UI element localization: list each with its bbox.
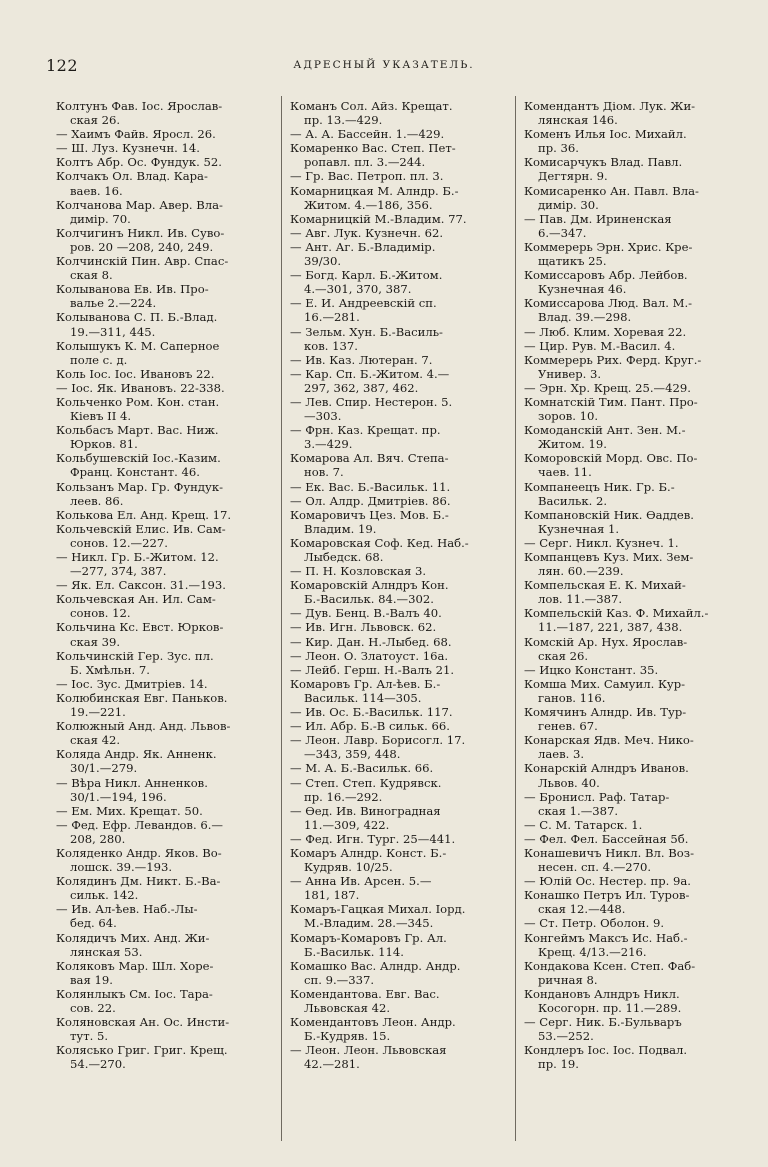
directory-entry-continuation: пр. 16.—292. [304,789,383,804]
directory-entry-continuation: лянская 146. [538,113,618,128]
directory-entry-continuation: —303. [304,409,342,424]
directory-entry: Компельскій Каз. Ф. Михайл.- [524,606,709,621]
directory-subentry: — Юлій Ос. Нестер. пр. 9а. [524,874,691,889]
directory-entry: Компельская Е. К. Михай- [524,578,686,593]
directory-entry-continuation: М.-Владим. 28.—345. [304,916,434,931]
directory-entry-continuation: Б.-Васильк. 84.—302. [304,592,434,607]
directory-subentry: — Авг. Лук. Кузнечн. 62. [290,225,444,240]
directory-entry-continuation: лошск. 39.—193. [70,860,173,875]
directory-entry: Комаренко Вас. Степ. Пет- [290,141,456,156]
directory-subentry: — Люб. Клим. Хоревая 22. [524,324,687,339]
directory-entry: Команъ Сол. Айз. Крещат. [290,99,453,113]
directory-subentry: — Ш. Луз. Кузнечн. 14. [56,141,200,156]
directory-entry-continuation: Кузнечная 46. [538,282,627,297]
directory-entry-continuation: 19.—221. [70,705,126,720]
directory-entry: Комячинъ Алндр. Ив. Тур- [524,705,687,720]
directory-entry: Комаръ-Комаровъ Гр. Ал. [290,930,447,945]
directory-entry-continuation: Крещ. 4/13.—216. [538,944,647,959]
directory-entry: Комаровичъ Цез. Мов. Б.- [290,507,449,522]
directory-entry: Конашко Петръ Ил. Туров- [524,888,690,903]
directory-entry: Колядичъ Мих. Анд. Жи- [56,930,210,945]
directory-subentry: — Серг. Ник. Б.-Бульваръ [524,1015,682,1030]
directory-entry-continuation: ская 12.—448. [538,902,626,917]
directory-subentry: — Кар. Сп. Б.-Житом. 4.— [290,366,450,381]
directory-entry: Колыванова С. П. Б.-Влад. [56,310,218,325]
directory-entry-continuation: ропавл. пл. 3.—244. [304,155,426,170]
directory-entry: Комаръ Алндр. Конст. Б.- [290,845,447,860]
directory-entry: Колтъ Абр. Ос. Фундук. 52. [56,155,222,170]
directory-entry-continuation: ская 8. [70,268,113,283]
directory-entry-continuation: 181, 187. [304,888,360,903]
directory-entry: Колюбинская Евг. Паньков. [56,690,228,705]
directory-subentry: — Фел. Фел. Бассейная 5б. [524,831,689,846]
directory-entry-continuation: ваев. 16. [70,183,123,198]
directory-entry-continuation: Львовская 42. [304,1001,391,1015]
directory-entry: Комиссарова Люд. Вал. М.- [524,296,693,311]
directory-entry: Комша Мих. Самуил. Кур- [524,676,686,691]
directory-entry: Колчигинъ Никл. Ив. Суво- [56,225,225,240]
directory-entry-continuation: 4.—301, 370, 387. [304,282,412,297]
directory-entry-continuation: 30/1.—194, 196. [70,789,167,804]
directory-entry: Коляковъ Мар. Шл. Хоре- [56,958,214,973]
directory-entry-continuation: лаев. 3. [538,747,585,762]
directory-entry-continuation: Б.-Кудряв. 15. [304,1029,391,1044]
directory-entry-continuation: 208, 280. [70,831,126,846]
directory-entry: Комаровскій Алндръ Кон. [290,578,449,593]
page-number: 122 [46,56,79,75]
directory-entry: Коляновская Ан. Ос. Инсти- [56,1015,230,1030]
directory-entry-continuation: Васильк. 114—305. [304,690,422,705]
directory-entry: Колтунъ Фав. Іос. Ярослав- [56,99,223,113]
directory-entry: Кольчина Кс. Евст. Юрков- [56,620,224,635]
directory-entry: Колясько Григ. Григ. Крещ. [56,1043,228,1058]
directory-entry-continuation: сонов. 12. [70,606,131,621]
directory-entry-continuation: ричная 8. [538,972,598,987]
directory-entry: Колыванова Ев. Ив. Про- [56,282,209,297]
directory-entry-continuation: Васильк. 2. [538,493,608,508]
directory-entry: Коль Іос. Іос. Ивановъ 22. [56,366,215,381]
directory-entry: Комендантовъ Леон. Андр. [290,1015,456,1030]
directory-entry: Комиссаровъ Абр. Лейбов. [524,268,688,283]
directory-entry-continuation: ская 26. [538,648,589,663]
directory-subentry: — Хаимъ Файв. Яросл. 26. [56,127,216,142]
directory-entry-continuation: —277, 374, 387. [70,564,167,579]
directory-entry: Кольбушевскій Іос.-Казим. [56,451,221,466]
directory-subentry: — Ицко Констант. 35. [524,662,659,677]
directory-subentry: — Ѳед. Ив. Виноградная [290,803,441,818]
directory-entry-continuation: Универ. 3. [538,366,602,381]
directory-subentry: — Ст. Петр. Оболон. 9. [524,916,665,931]
directory-subentry: — Анна Ив. Арсен. 5.— [290,874,432,889]
directory-entry-continuation: Кіевъ II 4. [70,409,132,424]
directory-entry-continuation: пр. 36. [538,141,579,156]
directory-entry-continuation: Кузнечная 1. [538,521,620,536]
directory-subentry: — Степ. Степ. Кудрявск. [290,775,442,790]
directory-subentry: — Никл. Гр. Б.-Житом. 12. [56,550,219,564]
directory-entry: Конгеймъ Максъ Ис. Наб.- [524,930,688,945]
directory-subentry: — Леон. Лавр. Борисогл. 17. [290,733,466,748]
directory-entry: Комисарчукъ Влад. Павл. [524,155,683,170]
directory-entry-continuation: Львов. 40. [538,775,600,790]
directory-entry: Колчакъ Ол. Влад. Кара- [56,169,208,184]
directory-entry: Кольченко Ром. Кон. стан. [56,394,220,409]
directory-entry-continuation: вая 19. [70,972,113,987]
directory-entry-continuation: ганов. 116. [538,690,606,705]
directory-entry: Комаръ-Гацкая Михал. Іорд. [290,902,466,917]
directory-entry-continuation: 11.—187, 221, 387, 438. [538,620,683,635]
directory-entry-continuation: ров. 20 —208, 240, 249. [70,239,214,254]
directory-subentry: — Кир. Дан. Н.-Лыбед. 68. [290,634,452,649]
directory-entry-continuation: Кудряв. 10/25. [304,860,393,875]
directory-entry-continuation: тут. 5. [70,1029,109,1044]
directory-entry-continuation: Косогорн. пр. 11.—289. [538,1001,682,1015]
directory-column-1 [56,99,274,1071]
directory-entry-continuation: 19.—311, 445. [70,324,156,339]
page-title: АДРЕСНЫЙ УКАЗАТЕЛЬ. [293,59,475,71]
directory-entry: Кольчинскій Гер. Зус. пл. [56,648,214,663]
directory-subentry: — Зельм. Хун. Б.-Василь- [290,324,443,339]
directory-entry-continuation: лов. 11.—387. [538,592,623,607]
directory-subentry: — Ем. Мих. Крещат. 50. [56,803,203,818]
directory-subentry: — Ив. Каз. Лютеран. 7. [290,352,433,367]
directory-entry: Комендантъ Діом. Лук. Жи- [524,99,696,113]
directory-column-3 [524,99,742,1071]
directory-subentry: — М. А. Б.-Васильк. 66. [290,761,434,776]
directory-entry-continuation: 11.—309, 422. [304,817,390,832]
directory-entry-continuation: Юрков. 81. [70,437,138,452]
directory-subentry: — Ант. Аг. Б.-Владимір. [290,239,436,254]
directory-subentry: — Вѣра Никл. Анненков. [56,775,208,790]
directory-entry-continuation: пр. 19. [538,1057,579,1072]
directory-entry-continuation: ская 39. [70,634,121,649]
column-divider [281,96,282,1141]
directory-entry-continuation: 297, 362, 387, 462. [304,380,419,395]
directory-subentry: — Гр. Вас. Петроп. пл. 3. [290,169,444,184]
directory-entry: Кондлеръ Іос. Іос. Подвал. [524,1043,688,1058]
directory-entry-continuation: генев. 67. [538,719,598,734]
directory-entry: Компанцевъ Куз. Мих. Зем- [524,550,694,564]
directory-entry: Кольбасъ Март. Вас. Ниж. [56,423,219,438]
directory-entry-continuation: 53.—252. [538,1029,594,1044]
directory-entry: Комнатскій Тим. Пант. Про- [524,394,698,409]
directory-entry-continuation: чаев. 11. [538,465,592,480]
directory-entry-continuation: ская 1.—387. [538,803,619,818]
directory-entry-continuation: Дегтярн. 9. [538,169,608,184]
directory-subentry: — Бронисл. Раф. Татар- [524,789,670,804]
directory-entry-continuation: несен. сп. 4.—270. [538,860,652,875]
directory-entry-continuation: димір. 70. [70,211,131,226]
directory-entry-continuation: 42.—281. [304,1057,360,1072]
directory-entry-continuation: нов. 7. [304,465,344,480]
column-divider [515,96,516,1141]
directory-subentry: — Леон. О. Златоуст. 16а. [290,648,449,663]
directory-entry: Коменъ Илья Іос. Михайл. [524,127,687,142]
directory-entry-continuation: Лыбедск. 68. [304,550,384,564]
directory-subentry: — Эрн. Хр. Крещ. 25.—429. [524,380,691,395]
directory-entry: Колядинъ Дм. Никт. Б.-Ва- [56,874,221,889]
directory-subentry: — Ив. Игн. Львовск. 62. [290,620,437,635]
directory-subentry: — Фед. Ефр. Левандов. 6.— [56,817,223,832]
directory-entry: Коляда Андр. Як. Анненк. [56,747,217,762]
directory-entry: Колянлыкъ См. Іос. Тара- [56,986,213,1001]
directory-subentry: — Ил. Абр. Б.-В сильк. 66. [290,719,450,734]
directory-entry: Компановскій Ник. Ѳаддев. [524,507,694,522]
directory-entry: Колышукъ К. М. Саперное [56,338,220,353]
directory-entry: Кондакова Ксен. Степ. Фаб- [524,958,696,973]
directory-entry-continuation: щатикъ 25. [538,254,607,269]
directory-entry-continuation: 39/30. [304,254,342,269]
directory-subentry: — Ек. Вас. Б.-Васильк. 11. [290,479,451,494]
directory-entry: Коморовскій Морд. Овс. По- [524,451,698,466]
directory-entry: Комаровская Соф. Кед. Наб.- [290,535,469,550]
directory-entry-continuation: димір. 30. [538,197,599,212]
directory-entry: Комендантова. Евг. Вас. [290,986,440,1001]
directory-entry: Конашевичъ Никл. Вл. Воз- [524,845,695,860]
directory-subentry: — Лев. Спир. Нестерон. 5. [290,394,453,409]
directory-subentry: — Як. Ел. Саксон. 31.—193. [56,578,226,593]
directory-subentry: — П. Н. Козловская 3. [290,564,427,579]
directory-entry-continuation: Житом. 4.—186, 356. [304,197,433,212]
directory-entry: Конарскій Алндръ Иванов. [524,761,689,776]
directory-entry: Комисаренко Ан. Павл. Вла- [524,183,699,198]
directory-subentry: — Фед. Игн. Тург. 25—441. [290,831,456,846]
directory-entry-continuation: 3.—429. [304,437,353,452]
directory-entry-continuation: —343, 359, 448. [304,747,401,762]
directory-subentry: — Е. И. Андреевскій сп. [290,296,437,311]
directory-entry-continuation: зоров. 10. [538,409,599,424]
directory-subentry: — Пав. Дм. Ириненская [524,211,672,226]
directory-entry-continuation: ков. 137. [304,338,358,353]
directory-entry-continuation: бед. 64. [70,916,117,931]
directory-entry-continuation: 6.—347. [538,225,587,240]
directory-subentry: — Ив. Ос. Б.-Васильк. 117. [290,705,453,720]
directory-subentry: — Лейб. Герш. Н.-Валъ 21. [290,662,455,677]
directory-entry: Компанеецъ Ник. Гр. Б.- [524,479,675,494]
directory-entry-continuation: леев. 86. [70,493,124,508]
directory-entry-continuation: Б.-Васильк. 114. [304,944,404,959]
directory-entry-continuation: поле с. д. [70,352,128,367]
directory-subentry: — Фрн. Каз. Крещат. пр. [290,423,441,438]
directory-entry-continuation: сов. 22. [70,1001,116,1015]
directory-subentry: — С. М. Татарск. 1. [524,817,643,832]
directory-entry: Комашко Вас. Алндр. Андр. [290,958,461,973]
directory-entry-continuation: Франц. Констант. 46. [70,465,200,480]
directory-entry: Комскій Ар. Нух. Ярослав- [524,634,688,649]
directory-subentry: — Дув. Бенц. В.-Валъ 40. [290,606,442,621]
directory-entry-continuation: сильк. 142. [70,888,139,903]
directory-entry: Комарницкая М. Алндр. Б.- [290,183,459,198]
directory-entry: Комаровъ Гр. Ал-ѣев. Б.- [290,676,441,691]
directory-entry-continuation: лянская 53. [70,944,143,959]
directory-entry: Коляденко Андр. Яков. Во- [56,845,222,860]
directory-entry-continuation: Б. Хмѣльн. 7. [70,662,150,677]
directory-entry-continuation: 16.—281. [304,310,360,325]
directory-entry: Колькова Ел. Анд. Крещ. 17. [56,507,232,522]
directory-entry-continuation: пр. 13.—429. [304,113,383,128]
directory-entry-continuation: Житом. 19. [538,437,607,452]
directory-subentry: — Іос. Зус. Дмитріев. 14. [56,676,208,691]
directory-subentry: — Леон. Леон. Львовская [290,1043,447,1058]
directory-subentry: — Ол. Алдр. Дмитріев. 86. [290,493,451,508]
directory-entry: Комоданскій Ант. Зен. М.- [524,423,686,438]
directory-entry-continuation: ская 26. [70,113,121,128]
directory-subentry: — Іос. Як. Ивановъ. 22-338. [56,380,225,395]
directory-entry: Комарницкій М.-Владим. 77. [290,211,467,226]
directory-entry-continuation: 54.—270. [70,1057,126,1072]
directory-entry: Кондановъ Алндръ Никл. [524,986,680,1001]
directory-entry-continuation: 30/1.—279. [70,761,138,776]
directory-entry-continuation: Владим. 19. [304,521,377,536]
directory-entry-continuation: сп. 9.—337. [304,972,375,987]
directory-entry-continuation: Влад. 39.—298. [538,310,632,325]
directory-entry: Коммерерь Эрн. Хрис. Кре- [524,239,693,254]
directory-entry: Конарская Ядв. Меч. Нико- [524,733,694,748]
directory-subentry: — Ив. Ал-ѣев. Наб.-Лы- [56,902,198,917]
directory-entry-continuation: лян. 60.—239. [538,564,624,579]
directory-entry: Коммерерь Рих. Ферд. Круг.- [524,352,702,367]
directory-subentry: — Богд. Карл. Б.-Житом. [290,268,443,283]
directory-entry: Кользанъ Мар. Гр. Фундук- [56,479,223,494]
directory-entry: Колчинскій Пин. Авр. Спас- [56,254,229,269]
directory-entry: Комарова Ал. Вяч. Степа- [290,451,449,466]
directory-subentry: — А. А. Бассейн. 1.—429. [290,127,445,142]
directory-column-2 [290,99,508,1071]
directory-entry-continuation: сонов. 12.—227. [70,535,168,550]
directory-entry-continuation: валье 2.—224. [70,296,157,311]
directory-entry: Колчанова Мар. Авер. Вла- [56,197,223,212]
directory-subentry: — Цир. Рув. М.-Васил. 4. [524,338,676,353]
directory-entry: Кольчевскій Елис. Ив. Сам- [56,521,226,536]
directory-entry: Кольчевская Ан. Ил. Сам- [56,592,216,607]
directory-entry: Колюжный Анд. Анд. Львов- [56,719,231,734]
directory-subentry: — Серг. Никл. Кузнеч. 1. [524,535,679,550]
directory-entry-continuation: ская 42. [70,733,121,748]
